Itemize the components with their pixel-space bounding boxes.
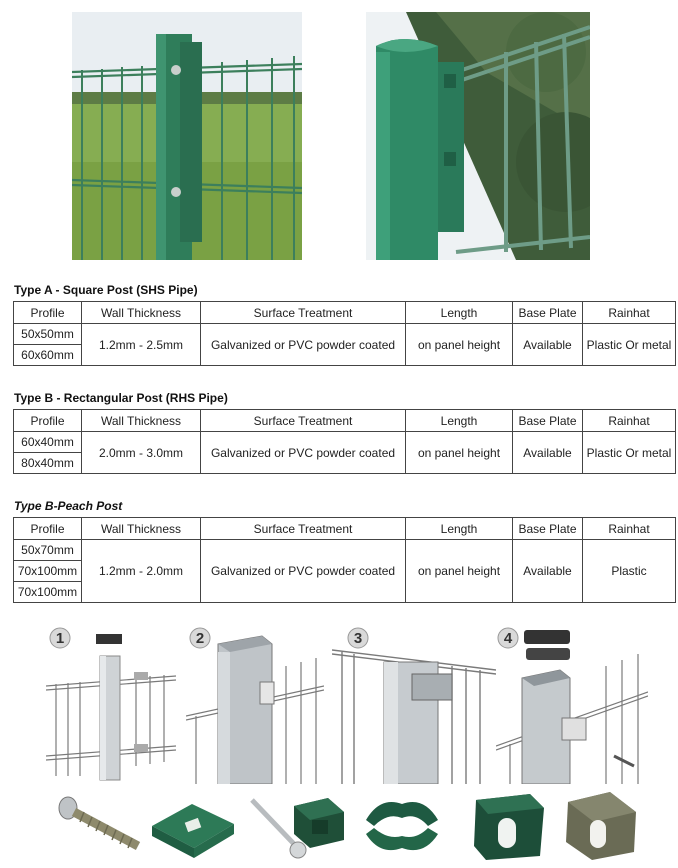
surface-treatment-cell: Galvanized or PVC powder coated — [201, 540, 406, 603]
table-header-row — [14, 302, 676, 324]
header-base-plate: Base Plate — [513, 410, 583, 432]
base-plate-icon — [146, 790, 238, 862]
install-step-4-diagram — [496, 626, 648, 784]
rainhat-cell: Plastic Or metal — [583, 432, 676, 474]
header-profile: Profile — [14, 518, 82, 540]
profile-cell: 60x40mm — [14, 432, 82, 453]
table-row — [14, 432, 676, 453]
step-number: 3 — [353, 630, 363, 647]
table-header-row — [14, 518, 676, 540]
base-plate-cell: Available — [513, 432, 583, 474]
header-surface-treatment: Surface Treatment — [201, 302, 406, 324]
table-c-title: Type B-Peach Post — [14, 499, 123, 513]
base-plate-cell: Available — [513, 540, 583, 603]
wall-thickness-cell: 2.0mm - 3.0mm — [82, 432, 201, 474]
length-cell: on panel height — [406, 432, 513, 474]
fence-post-with-trees-icon — [366, 12, 590, 260]
header-length: Length — [406, 518, 513, 540]
green-bracket-icon — [470, 790, 548, 862]
profile-cell: 50x70mm — [14, 540, 82, 561]
table-a-title: Type A - Square Post (SHS Pipe) — [14, 283, 198, 297]
header-base-plate: Base Plate — [513, 302, 583, 324]
profile-cell: 70x100mm — [14, 561, 82, 582]
base-plate-cell: Available — [513, 324, 583, 366]
header-length: Length — [406, 410, 513, 432]
step-number: 4 — [503, 630, 513, 647]
header-surface-treatment: Surface Treatment — [201, 518, 406, 540]
surface-treatment-cell: Galvanized or PVC powder coated — [201, 432, 406, 474]
install-step-1-diagram — [46, 626, 176, 784]
step-number: 1 — [55, 630, 65, 647]
spec-table-type-b — [13, 409, 676, 474]
table-row — [14, 540, 676, 561]
bolt-nut-icon — [248, 790, 348, 862]
plastic-clamp-icon — [358, 790, 444, 862]
header-rainhat: Rainhat — [583, 518, 676, 540]
step-number: 2 — [195, 630, 205, 647]
table-header-row — [14, 410, 676, 432]
profile-cell: 60x60mm — [14, 345, 82, 366]
install-step-3-diagram — [332, 626, 496, 784]
surface-treatment-cell: Galvanized or PVC powder coated — [201, 324, 406, 366]
install-step-2-diagram — [186, 626, 324, 784]
header-wall-thickness: Wall Thickness — [82, 518, 201, 540]
profile-cell: 80x40mm — [14, 453, 82, 474]
header-wall-thickness: Wall Thickness — [82, 302, 201, 324]
header-surface-treatment: Surface Treatment — [201, 410, 406, 432]
header-base-plate: Base Plate — [513, 518, 583, 540]
header-rainhat: Rainhat — [583, 410, 676, 432]
header-length: Length — [406, 302, 513, 324]
profile-cell: 70x100mm — [14, 582, 82, 603]
wall-thickness-cell: 1.2mm - 2.5mm — [82, 324, 201, 366]
spec-table-peach-post — [13, 517, 676, 603]
header-profile: Profile — [14, 302, 82, 324]
rainhat-cell: Plastic — [583, 540, 676, 603]
metal-bracket-icon — [562, 790, 642, 862]
length-cell: on panel height — [406, 324, 513, 366]
table-b-title: Type B - Rectangular Post (RHS Pipe) — [14, 391, 228, 405]
length-cell: on panel height — [406, 540, 513, 603]
header-wall-thickness: Wall Thickness — [82, 410, 201, 432]
wall-thickness-cell: 1.2mm - 2.0mm — [82, 540, 201, 603]
table-row — [14, 324, 676, 345]
header-rainhat: Rainhat — [583, 302, 676, 324]
spec-table-type-a — [13, 301, 676, 366]
header-profile: Profile — [14, 410, 82, 432]
rainhat-cell: Plastic Or metal — [583, 324, 676, 366]
profile-cell: 50x50mm — [14, 324, 82, 345]
bolt-icon — [58, 790, 142, 862]
fence-post-on-lawn-icon — [72, 12, 302, 260]
